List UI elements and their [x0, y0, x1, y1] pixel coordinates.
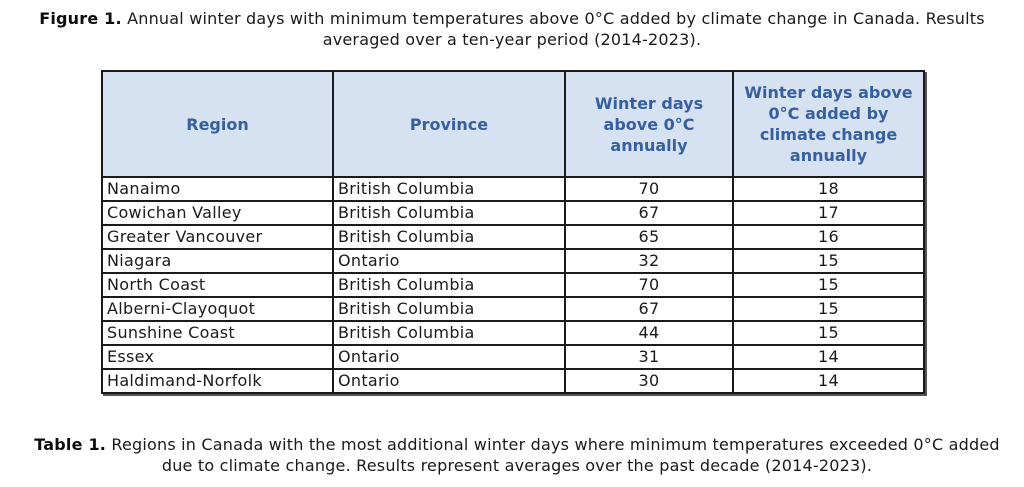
cell-days-added: 15 [733, 273, 924, 297]
cell-winter-days: 70 [565, 273, 733, 297]
table-caption-text: Regions in Canada with the most additional winter days where minimum temperatures exceeded 0°C added due to climate change. Results represent averages over the past decade (2014-2023). [111, 435, 1000, 475]
table-row [102, 225, 924, 249]
cell-province: British Columbia [333, 177, 565, 201]
cell-days-added: 14 [733, 345, 924, 369]
table-row [102, 249, 924, 273]
cell-region: Sunshine Coast [102, 321, 333, 345]
table-caption-label: Table 1. [34, 435, 107, 454]
cell-days-added: 18 [733, 177, 924, 201]
cell-days-added: 15 [733, 321, 924, 345]
cell-days-added: 16 [733, 225, 924, 249]
cell-province: Ontario [333, 369, 565, 393]
figure-caption-text: Annual winter days with minimum temperatures above 0°C added by climate change in Canada. Results averaged over a ten-year period (2014-2023). [127, 9, 985, 49]
table-row [102, 177, 924, 201]
header-days-added: Winter days above 0°C added by climate change annually [733, 71, 924, 177]
cell-winter-days: 67 [565, 297, 733, 321]
cell-region: Alberni-Clayoquot [102, 297, 333, 321]
cell-province: British Columbia [333, 225, 565, 249]
cell-region: Haldimand-Norfolk [102, 369, 333, 393]
cell-winter-days: 32 [565, 249, 733, 273]
table-header-row [102, 71, 924, 177]
cell-province: British Columbia [333, 321, 565, 345]
cell-province: British Columbia [333, 201, 565, 225]
table-row [102, 321, 924, 345]
table-caption [22, 434, 1012, 476]
header-province: Province [333, 71, 565, 177]
table-row [102, 201, 924, 225]
cell-days-added: 15 [733, 249, 924, 273]
climate-table [101, 70, 925, 394]
cell-winter-days: 65 [565, 225, 733, 249]
cell-region: Niagara [102, 249, 333, 273]
cell-winter-days: 67 [565, 201, 733, 225]
table-row [102, 345, 924, 369]
cell-province: British Columbia [333, 297, 565, 321]
cell-region: Essex [102, 345, 333, 369]
cell-days-added: 17 [733, 201, 924, 225]
cell-winter-days: 31 [565, 345, 733, 369]
cell-province: Ontario [333, 249, 565, 273]
cell-region: North Coast [102, 273, 333, 297]
cell-winter-days: 70 [565, 177, 733, 201]
figure-caption-label: Figure 1. [39, 9, 122, 28]
cell-region: Nanaimo [102, 177, 333, 201]
cell-days-added: 14 [733, 369, 924, 393]
cell-region: Cowichan Valley [102, 201, 333, 225]
figure-caption [8, 8, 1016, 50]
cell-province: British Columbia [333, 273, 565, 297]
table-row [102, 297, 924, 321]
cell-winter-days: 30 [565, 369, 733, 393]
cell-region: Greater Vancouver [102, 225, 333, 249]
table-row [102, 369, 924, 393]
header-winter-days: Winter days above 0°C annually [565, 71, 733, 177]
header-region: Region [102, 71, 333, 177]
cell-winter-days: 44 [565, 321, 733, 345]
cell-province: Ontario [333, 345, 565, 369]
cell-days-added: 15 [733, 297, 924, 321]
table-row [102, 273, 924, 297]
